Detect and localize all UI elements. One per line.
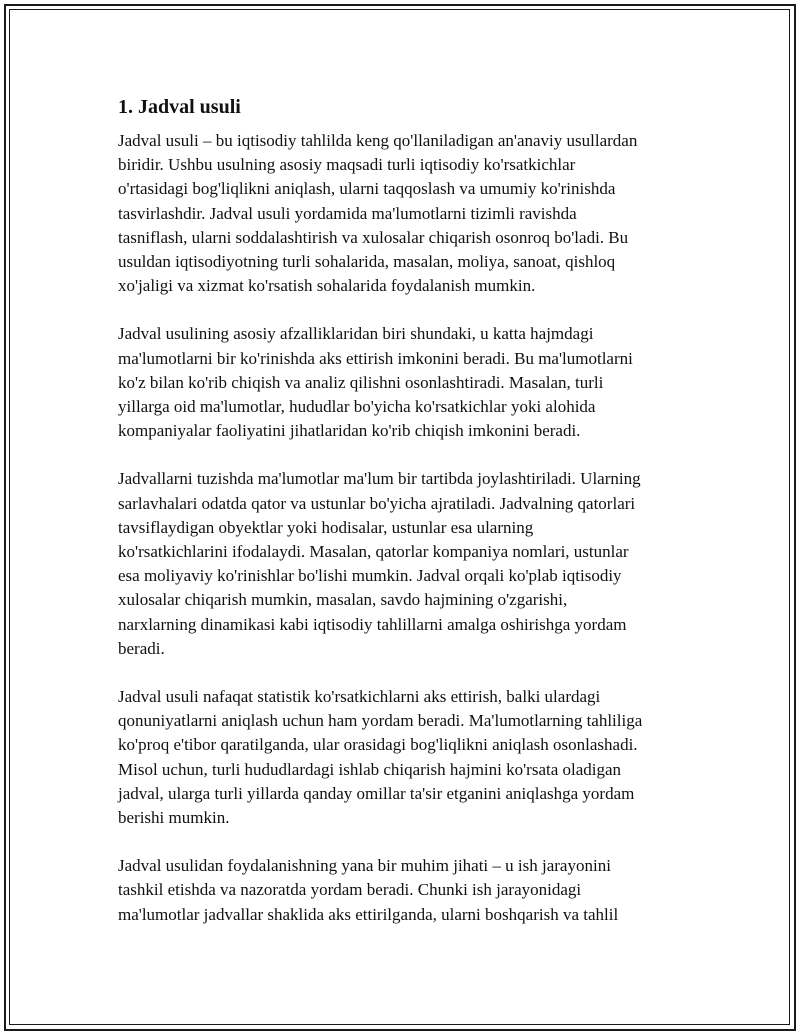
paragraph-5: Jadval usulidan foydalanishning yana bir muhim jihati – u ish jarayonini tashkil etishda va nazoratda yordam beradi. Chunki ish jarayonidagi ma'lumotlar jadvallar shaklida aks ettirilganda, ularni boshqarish va tahlil xyxy=(118,856,619,924)
document-body xyxy=(118,94,698,951)
paragraph-1: Jadval usuli – bu iqtisodiy tahlilda keng qo'llaniladigan an'anaviy usullardan biridir. Ushbu usulning asosiy maqsadi turli iqtisodiy ko'rsatkichlar o'rtasidagi bog'liqlikni aniqlash, ularni taqqoslash va umumiy ko'rinishda tasvirlashdir. Jadval usuli yordamida ma'lumotlarni tizimli ravishda tasniflash, ularni soddalashtirish va xulosalar chiqarish osonroq bo'ladi. Bu usuldan iqtisodiyotning turli sohalarida, masalan, moliya, sanoat, qishloq xo'jaligi va xizmat ko'rsatish sohalarida foydalanish mumkin. xyxy=(118,131,638,296)
paragraph-4: Jadval usuli nafaqat statistik ko'rsatkichlarni aks ettirish, balki ulardagi qonuniyatlarni aniqlash uchun ham yordam beradi. Ma'lumotlarning tahliliga ko'proq e'tibor qaratilganda, ular orasidagi bog'liqlikni aniqlash osonlashadi. Misol uchun, turli hududlardagi ishlab chiqarish hajmini ko'rsata oladigan jadval, ularga turli yillarda qanday omillar ta'sir etganini aniqlashga yordam berishi mumkin. xyxy=(118,687,643,828)
paragraph-2: Jadval usulining asosiy afzalliklaridan biri shundaki, u katta hajmdagi ma'lumotlarni bir ko'rinishda aks ettirish imkonini beradi. Bu ma'lumotlarni ko'z bilan ko'rib chiqish va analiz qilishni osonlashtiradi. Masalan, turli yillarga oid ma'lumotlar, hududlar bo'yicha ko'rsatkichlar yoki alohida kompaniyalar faoliyatini jihatlaridan ko'rib chiqish imkonini beradi. xyxy=(118,324,633,441)
paragraph-3: Jadvallarni tuzishda ma'lumotlar ma'lum bir tartibda joylashtiriladi. Ularning sarlavhalari odatda qator va ustunlar bo'yicha ajratiladi. Jadvalning qatorlari tavsiflaydigan obyektlar yoki hodisalar, ustunlar esa ularning ko'rsatkichlarini ifodalaydi. Masalan, qatorlar kompaniya nomlari, ustunlar esa moliyaviy ko'rinishlar bo'lishi mumkin. Jadval orqali ko'plab iqtisodiy xulosalar chiqarish mumkin, masalan, savdo hajmining o'zgarishi, narxlarning dinamikasi kabi iqtisodiy tahlillarni amalga oshirishga yordam beradi. xyxy=(118,469,641,658)
section-heading: 1. Jadval usuli xyxy=(118,96,241,118)
